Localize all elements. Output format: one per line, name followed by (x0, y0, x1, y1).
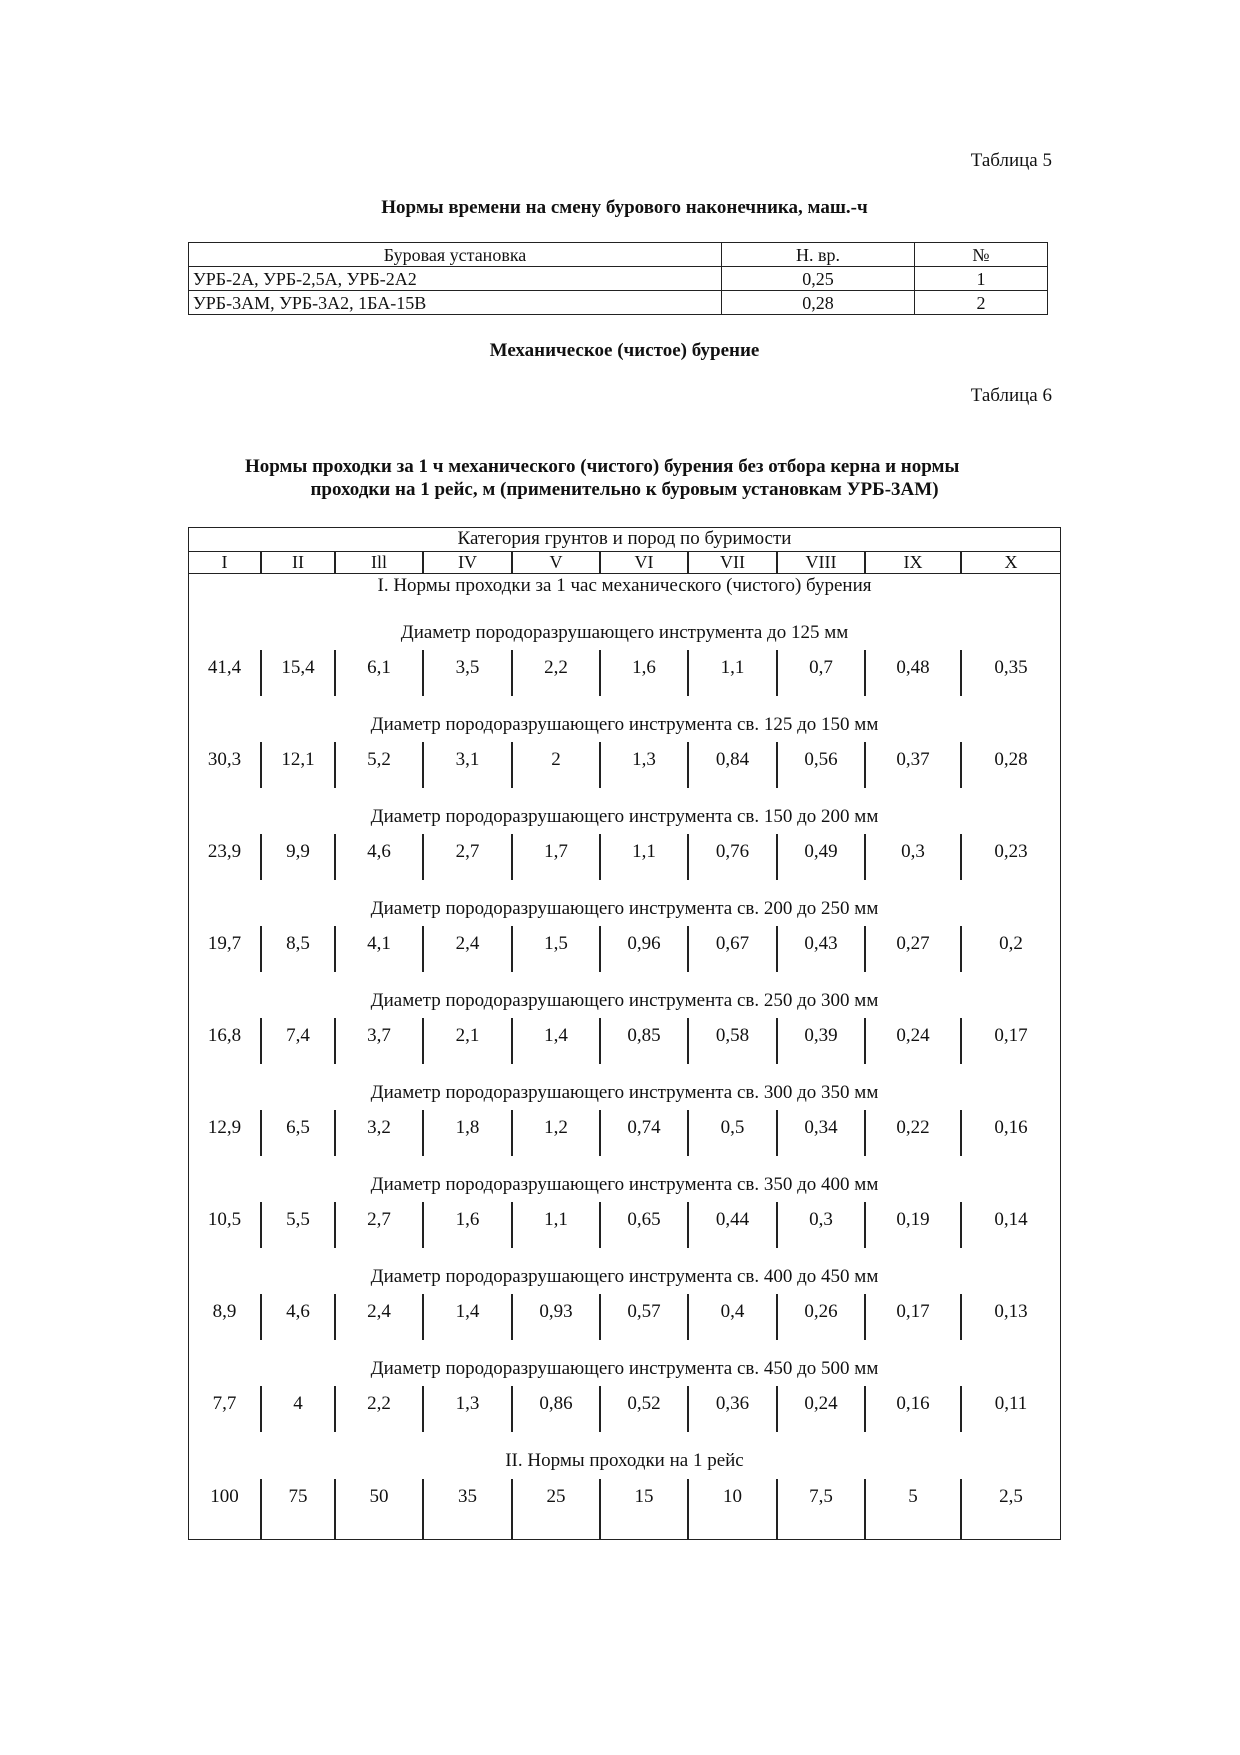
table6-value-cell: 0,14 (994, 1209, 1028, 1230)
table6-column-header: IV (423, 551, 512, 574)
table6-value-cell: 0,56 (804, 749, 838, 770)
table6-column-divider (864, 1018, 866, 1064)
table6-column-divider (334, 926, 336, 972)
table6-column-divider (334, 1018, 336, 1064)
table6-value-cell: 75 (288, 1486, 308, 1507)
table6-column-divider (864, 1110, 866, 1156)
table6-column-divider (864, 742, 866, 788)
table6-value-cell: 19,7 (207, 933, 242, 954)
table6-column-header: I (188, 551, 261, 574)
table6-column-divider (599, 1479, 601, 1540)
table6-value-cell: 0,35 (994, 657, 1028, 678)
table6-value-cell: 5,2 (367, 749, 391, 770)
table6-value-cell: 0,93 (539, 1301, 573, 1322)
table6-value-cell: 0,84 (715, 749, 750, 770)
table6-column-divider (511, 926, 513, 972)
table6-column-divider (864, 1202, 866, 1248)
table6-column-divider (511, 1018, 513, 1064)
table6-column-divider (687, 1202, 689, 1248)
table5-header-number: № (915, 243, 1048, 267)
table6-part1-title: I. Нормы проходки за 1 час механического (чистого) бурения (377, 575, 872, 596)
table6-column-divider (422, 1479, 424, 1540)
table6-column-divider (260, 1110, 262, 1156)
table6-value-cell: 0,24 (804, 1393, 838, 1414)
table6-column-divider (960, 1110, 962, 1156)
table6-column-header: VII (688, 551, 777, 574)
table6-column-divider (687, 1110, 689, 1156)
table6-column-divider (334, 1294, 336, 1340)
table-row (189, 291, 1048, 315)
table6-column-divider (422, 1018, 424, 1064)
table6-value-cell: 2,5 (999, 1486, 1023, 1507)
table6-value-cell: 2,1 (455, 1025, 480, 1046)
table6-header-divider (599, 551, 601, 573)
table6-column-divider (864, 1386, 866, 1432)
table6-value-cell: 0,4 (720, 1301, 745, 1322)
table6-column-divider (334, 1479, 336, 1540)
table6-value-cell: 16,8 (207, 1025, 242, 1046)
table6-value-cell: 0,39 (804, 1025, 838, 1046)
table6-value-cell: 0,26 (804, 1301, 838, 1322)
table6-column-divider (511, 1294, 513, 1340)
table6-value-cell: 0,27 (896, 933, 930, 954)
table5-header-norm: Н. вр. (722, 243, 915, 267)
table6-column-divider (687, 1386, 689, 1432)
table6-value-cell: 1,5 (544, 933, 568, 954)
table6-column-divider (260, 1386, 262, 1432)
table6-diameter-label: Диаметр породоразрушающего инструмента св. 250 до 300 мм (370, 990, 879, 1011)
table6-value-cell: 9,9 (286, 841, 310, 862)
table6-value-cell: 6,5 (286, 1117, 310, 1138)
table6-value-cell: 10 (723, 1486, 742, 1507)
table6-diameter-label: II. Нормы проходки на 1 рейс (505, 1450, 744, 1471)
table6-value-cell: 1,1 (632, 841, 656, 862)
table6-value-cell: 8,9 (212, 1301, 237, 1322)
table6-column-divider (511, 1386, 513, 1432)
table6-value-cell: 12,1 (281, 749, 315, 770)
table6-value-cell: 0,34 (804, 1117, 838, 1138)
table6-column-divider (687, 742, 689, 788)
table6-column-divider (960, 1294, 962, 1340)
table6-column-divider (599, 834, 601, 880)
table6-title-line2: проходки на 1 рейс, м (применительно к буровым установкам УРБ-3АМ) (310, 479, 939, 500)
table6-column-divider (776, 834, 778, 880)
table6-column-divider (687, 1018, 689, 1064)
table6-value-cell: 25 (546, 1486, 566, 1507)
table6-header-divider (260, 551, 262, 573)
table6-value-cell: 0,11 (994, 1393, 1028, 1414)
table6-column-divider (687, 1479, 689, 1540)
table6-value-cell: 2 (551, 749, 561, 770)
table6-column-divider (511, 1110, 513, 1156)
table6-value-cell: 5,5 (286, 1209, 310, 1230)
table6-value-cell: 4,6 (367, 841, 391, 862)
table6-value-cell: 0,17 (994, 1025, 1028, 1046)
table6-column-divider (260, 1202, 262, 1248)
table6-value-cell: 3,7 (367, 1025, 391, 1046)
table6-column-divider (864, 650, 866, 696)
table5 (188, 242, 1048, 315)
table6-value-cell: 1,1 (720, 657, 745, 678)
table6-value-cell: 35 (458, 1486, 477, 1507)
table6-value-cell: 1,6 (632, 657, 656, 678)
table6-column-divider (422, 1202, 424, 1248)
table6-column-divider (960, 1202, 962, 1248)
table6-diameter-label: Диаметр породоразрушающего инструмента св. 300 до 350 мм (370, 1082, 879, 1103)
table6-column-divider (422, 1294, 424, 1340)
table5-cell: 2 (915, 291, 1048, 315)
table5-header-rig: Буровая установка (189, 243, 722, 267)
table6-column-header: VIII (777, 551, 865, 574)
table6-column-header: Ill (335, 551, 423, 574)
table5-cell: 0,25 (722, 267, 915, 291)
table6-column-divider (422, 742, 424, 788)
table6-column-divider (599, 1018, 601, 1064)
table6-column-divider (422, 834, 424, 880)
table6-value-cell: 3,1 (455, 749, 480, 770)
table6-value-cell: 15,4 (281, 657, 315, 678)
table6-column-divider (599, 650, 601, 696)
table6-value-cell: 100 (210, 1486, 239, 1507)
table6-column-divider (776, 1202, 778, 1248)
table6-column-divider (960, 1018, 962, 1064)
table6-column-divider (960, 1386, 962, 1432)
table6-column-divider (864, 1479, 866, 1540)
table6-value-cell: 0,57 (627, 1301, 661, 1322)
table6-diameter-label: Диаметр породоразрушающего инструмента до 125 мм (400, 622, 849, 643)
table6-caption: Таблица 6 (970, 385, 1052, 406)
table6-value-cell: 2,7 (455, 841, 480, 862)
table6-diameter-label: Диаметр породоразрушающего инструмента св. 350 до 400 мм (370, 1174, 879, 1195)
table6-value-cell: 12,9 (207, 1117, 242, 1138)
table6-column-divider (260, 1294, 262, 1340)
table6-column-divider (422, 926, 424, 972)
table6-column-header: V (512, 551, 600, 574)
table6-diameter-label: Диаметр породоразрушающего инструмента св. 125 до 150 мм (370, 714, 879, 735)
table6-value-cell: 2,4 (367, 1301, 391, 1322)
table6-value-cell: 2,2 (544, 657, 568, 678)
table6-value-cell: 0,24 (896, 1025, 930, 1046)
table6-value-cell: 0,16 (896, 1393, 930, 1414)
table6-column-divider (960, 1479, 962, 1540)
table6-diameter-label: Диаметр породоразрушающего инструмента св. 150 до 200 мм (370, 806, 879, 827)
table6-column-divider (960, 834, 962, 880)
table6-column-divider (864, 926, 866, 972)
table6-column-divider (511, 742, 513, 788)
table6-value-cell: 7,4 (286, 1025, 310, 1046)
table6-value-cell: 0,58 (715, 1025, 750, 1046)
table6-column-divider (511, 1479, 513, 1540)
table6-value-cell: 5 (908, 1486, 918, 1507)
table6-header-divider (687, 551, 689, 573)
table6-header-divider (511, 551, 513, 573)
table6-column-divider (334, 834, 336, 880)
table6-value-cell: 0,85 (627, 1025, 661, 1046)
table6-value-cell: 1,6 (455, 1209, 480, 1230)
table6-column-divider (422, 1386, 424, 1432)
table6-title-line1: Нормы проходки за 1 ч механического (чистого) бурения без отбора керна и нормы (245, 456, 960, 477)
table6-value-cell: 2,7 (367, 1209, 391, 1230)
table6-value-cell: 0,96 (627, 933, 661, 954)
section-title: Механическое (чистое) бурение (489, 340, 760, 361)
table6-value-cell: 0,16 (994, 1117, 1028, 1138)
table6-value-cell: 0,17 (896, 1301, 930, 1322)
table6-column-divider (960, 650, 962, 696)
table6-value-cell: 0,23 (994, 841, 1028, 862)
table6-value-cell: 30,3 (207, 749, 242, 770)
table6-value-cell: 2,4 (455, 933, 480, 954)
table6-diameter-label: Диаметр породоразрушающего инструмента св. 450 до 500 мм (370, 1358, 879, 1379)
table6-column-divider (260, 1479, 262, 1540)
table6-value-cell: 1,8 (455, 1117, 480, 1138)
table6-value-cell: 0,19 (896, 1209, 930, 1230)
table6-column-divider (960, 926, 962, 972)
table6-column-divider (599, 1294, 601, 1340)
table6-value-cell: 0,7 (809, 657, 833, 678)
table6-column-divider (334, 1110, 336, 1156)
table6-value-cell: 10,5 (207, 1209, 242, 1230)
table6-header-divider (422, 551, 424, 573)
table6-column-divider (599, 1110, 601, 1156)
table6-column-divider (422, 650, 424, 696)
table6-value-cell: 1,1 (544, 1209, 568, 1230)
table6-column-divider (599, 926, 601, 972)
table6-column-divider (260, 834, 262, 880)
table6-value-cell: 3,5 (455, 657, 480, 678)
table5-caption: Таблица 5 (970, 150, 1052, 171)
table5-header-row (189, 243, 1048, 267)
table6-value-cell: 6,1 (367, 657, 391, 678)
table6-value-cell: 1,2 (544, 1117, 568, 1138)
table6-value-cell: 0,48 (896, 657, 930, 678)
table6-diameter-label: Диаметр породоразрушающего инструмента св. 200 до 250 мм (370, 898, 879, 919)
table6-column-divider (599, 742, 601, 788)
table6-value-cell: 15 (634, 1486, 654, 1507)
table6-value-cell: 0,65 (627, 1209, 661, 1230)
table6-column-divider (776, 1294, 778, 1340)
table6-value-cell: 23,9 (207, 841, 242, 862)
table5-title: Нормы времени на смену бурового наконечника, маш.-ч (381, 197, 868, 218)
table6-value-cell: 50 (369, 1486, 389, 1507)
table6-header-divider (960, 551, 962, 573)
table6-value-cell: 7,5 (809, 1486, 833, 1507)
table6-value-cell: 0,3 (901, 841, 925, 862)
table6-column-divider (334, 742, 336, 788)
table6-value-cell: 0,49 (804, 841, 838, 862)
table6-column-divider (864, 1294, 866, 1340)
table6-column-divider (776, 1479, 778, 1540)
table6-column-divider (260, 1018, 262, 1064)
table6-column-divider (687, 1294, 689, 1340)
table6-column-divider (687, 650, 689, 696)
table6-column-divider (422, 1110, 424, 1156)
table6-value-cell: 1,4 (455, 1301, 480, 1322)
table-row (189, 267, 1048, 291)
table6-value-cell: 2,2 (367, 1393, 391, 1414)
table6-column-divider (776, 926, 778, 972)
table6-group-header: Категория грунтов и пород по буримости (188, 527, 1061, 552)
table6-column-divider (260, 742, 262, 788)
table6-value-cell: 0,86 (539, 1393, 573, 1414)
table6-column-divider (511, 650, 513, 696)
table6-value-cell: 4 (293, 1393, 303, 1414)
table6-column-divider (687, 834, 689, 880)
table6-value-cell: 4,1 (367, 933, 391, 954)
table6-value-cell: 0,44 (715, 1209, 750, 1230)
table6-column-divider (511, 1202, 513, 1248)
table6-diameter-label: Диаметр породоразрушающего инструмента св. 400 до 450 мм (370, 1266, 879, 1287)
table6-value-cell: 7,7 (212, 1393, 237, 1414)
table6-column-divider (260, 926, 262, 972)
table6-value-cell: 0,22 (896, 1117, 930, 1138)
table6-value-cell: 0,37 (896, 749, 930, 770)
table6-value-cell: 0,3 (809, 1209, 833, 1230)
table6-column-header: X (961, 551, 1061, 574)
table6-column-divider (776, 1386, 778, 1432)
table6-column-header: II (261, 551, 335, 574)
table6-header-divider (864, 551, 866, 573)
table6-value-cell: 0,76 (715, 841, 750, 862)
table6-value-cell: 4,6 (286, 1301, 310, 1322)
table6-column-header: VI (600, 551, 688, 574)
table6-column-divider (776, 650, 778, 696)
table6-column-divider (260, 650, 262, 696)
table6-column-divider (776, 1110, 778, 1156)
table5-cell: УРБ-2А, УРБ-2,5А, УРБ-2А2 (189, 267, 722, 291)
table5-cell: 0,28 (722, 291, 915, 315)
table6-column-divider (511, 834, 513, 880)
table6-value-cell: 0,2 (999, 933, 1023, 954)
table6-column-divider (687, 926, 689, 972)
table6-column-divider (334, 1386, 336, 1432)
table6-value-cell: 41,4 (207, 657, 242, 678)
table6-column-divider (599, 1386, 601, 1432)
table6-value-cell: 3,2 (367, 1117, 391, 1138)
table6-value-cell: 0,74 (627, 1117, 661, 1138)
table6-value-cell: 0,28 (994, 749, 1028, 770)
table6-value-cell: 8,5 (286, 933, 310, 954)
table6-column-divider (864, 834, 866, 880)
table6-column-header: IX (865, 551, 961, 574)
table6-column-divider (334, 1202, 336, 1248)
table6-value-cell: 0,13 (994, 1301, 1028, 1322)
table6-header-divider (334, 551, 336, 573)
table6-column-divider (960, 742, 962, 788)
table6-value-cell: 1,3 (632, 749, 656, 770)
table6-value-cell: 1,4 (544, 1025, 568, 1046)
table6-value-cell: 0,43 (804, 933, 838, 954)
table6-value-cell: 0,36 (715, 1393, 750, 1414)
table5-cell: УРБ-3АМ, УРБ-3А2, 1БА-15В (189, 291, 722, 315)
table6-value-cell: 1,3 (455, 1393, 480, 1414)
table6-column-divider (599, 1202, 601, 1248)
table6-value-cell: 0,52 (627, 1393, 661, 1414)
table6-value-cell: 0,5 (720, 1117, 745, 1138)
table6-column-divider (776, 742, 778, 788)
table6-column-divider (776, 1018, 778, 1064)
table6-value-cell: 0,67 (715, 933, 750, 954)
table5-cell: 1 (915, 267, 1048, 291)
table6-header-divider (776, 551, 778, 573)
table6-value-cell: 1,7 (544, 841, 568, 862)
table6-column-divider (334, 650, 336, 696)
